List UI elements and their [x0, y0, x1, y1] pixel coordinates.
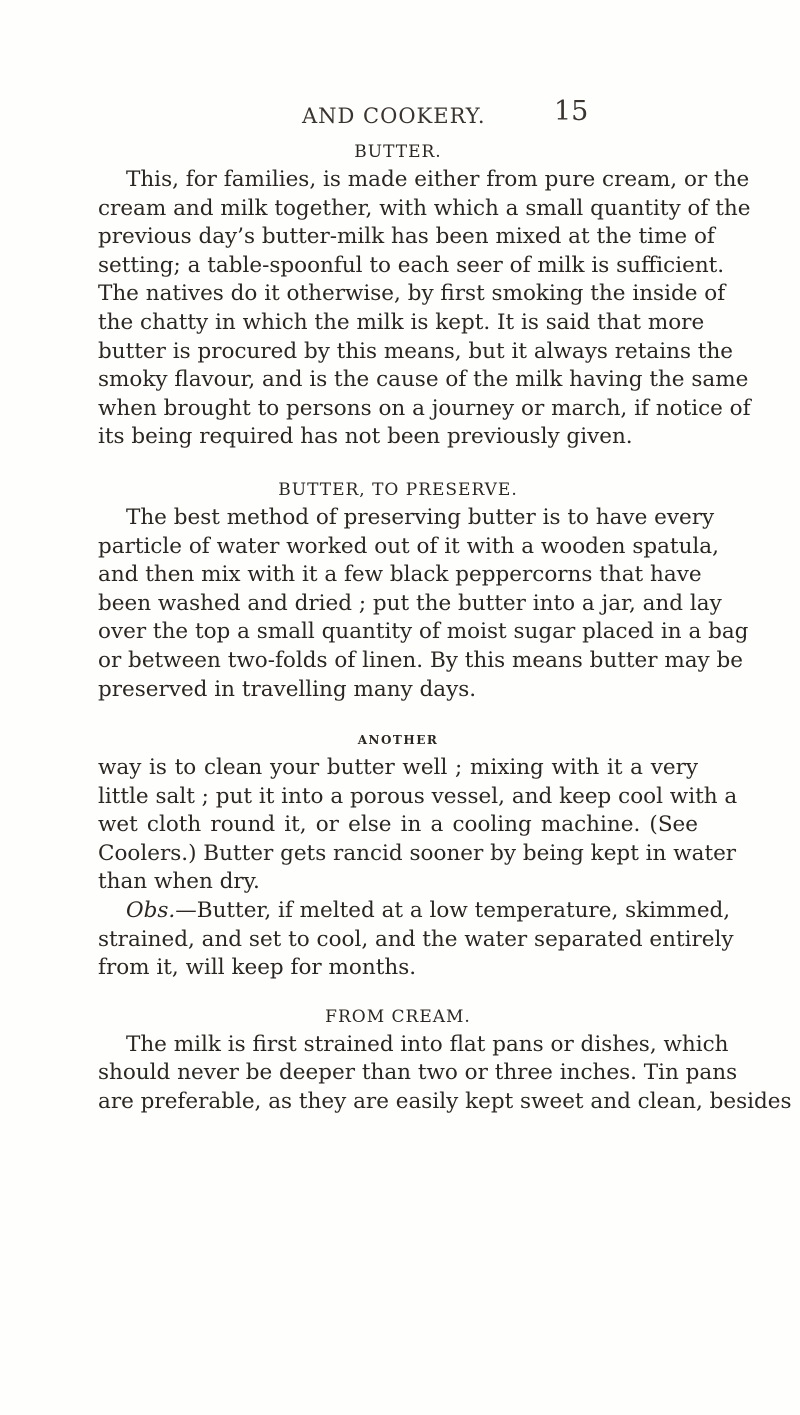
section-heading-another: ANOTHER — [357, 733, 439, 748]
text-line: and then mix with it a few black peppercorns that have — [98, 562, 702, 588]
text-line: preserved in travelling many days. — [98, 676, 477, 702]
text-line: strained, and set to cool, and the water separated entirely — [98, 926, 734, 952]
text-line: butter is procured by this means, but it always retains the — [98, 338, 734, 364]
text-line: are preferable, as they are easily kept sweet and clean, besides — [98, 1089, 792, 1115]
section-heading-butter: BUTTER. — [354, 142, 442, 162]
text-line: previous day’s butter-milk has been mixed at the time of — [98, 224, 715, 250]
obs-label: Obs. — [126, 898, 176, 924]
running-title: AND COOKERY. — [302, 104, 486, 128]
obs-line — [98, 897, 731, 926]
text-line: The best method of preserving butter is to have every — [126, 504, 715, 530]
text-line: wet cloth round it, or else in a cooling machine. (See — [98, 812, 698, 838]
page-number: 15 — [554, 96, 589, 127]
text-line: than when dry. — [98, 869, 260, 895]
text-line: or between two-folds of linen. By this means butter may be — [98, 647, 743, 673]
text-line: The milk is first strained into flat pans or dishes, which — [126, 1031, 729, 1057]
text-line: The natives do it otherwise, by first smoking the inside of — [98, 281, 726, 307]
page-body — [98, 140, 792, 1117]
text-line: way is to clean your butter well ; mixing with it a very — [98, 755, 698, 781]
paragraph-butter — [98, 166, 751, 452]
section-heading-butter-to-preserve: BUTTER, TO PRESERVE. — [278, 479, 518, 500]
text-line: when brought to persons on a journey or march, if notice of — [98, 395, 751, 421]
paragraph-from-cream — [98, 1031, 792, 1117]
text-line: over the top a small quantity of moist sugar placed in a bag — [98, 619, 749, 645]
text-line: smoky flavour, and is the cause of the milk having the same — [98, 367, 749, 393]
text-line: setting; a table-spoonful to each seer of milk is sufficient. — [98, 252, 725, 278]
paragraph-butter-to-preserve — [98, 504, 749, 704]
text-line: little salt ; put it into a porous vessel, and keep cool with a — [98, 783, 738, 809]
section-heading-from-cream: FROM CREAM. — [325, 1006, 471, 1027]
text-line: cream and milk together, with which a small quantity of the — [98, 195, 751, 221]
text-line: particle of water worked out of it with a wooden spatula, — [98, 533, 719, 559]
text-line: This, for families, is made either from pure cream, or the — [126, 167, 750, 192]
text-line: been washed and dried ; put the butter into a jar, and lay — [98, 590, 722, 616]
text-line: from it, will keep for months. — [98, 955, 417, 981]
text-line: its being required has not been previously given. — [98, 424, 633, 450]
obs-text: —Butter, if melted at a low temperature, skimmed, — [175, 898, 731, 924]
paragraph-another — [98, 754, 738, 983]
text-line: Coolers.) Butter gets rancid sooner by being kept in water — [98, 840, 737, 866]
text-line: the chatty in which the milk is kept. It is said that more — [98, 309, 705, 335]
text-line: should never be deeper than two or three inches. Tin pans — [98, 1060, 738, 1086]
